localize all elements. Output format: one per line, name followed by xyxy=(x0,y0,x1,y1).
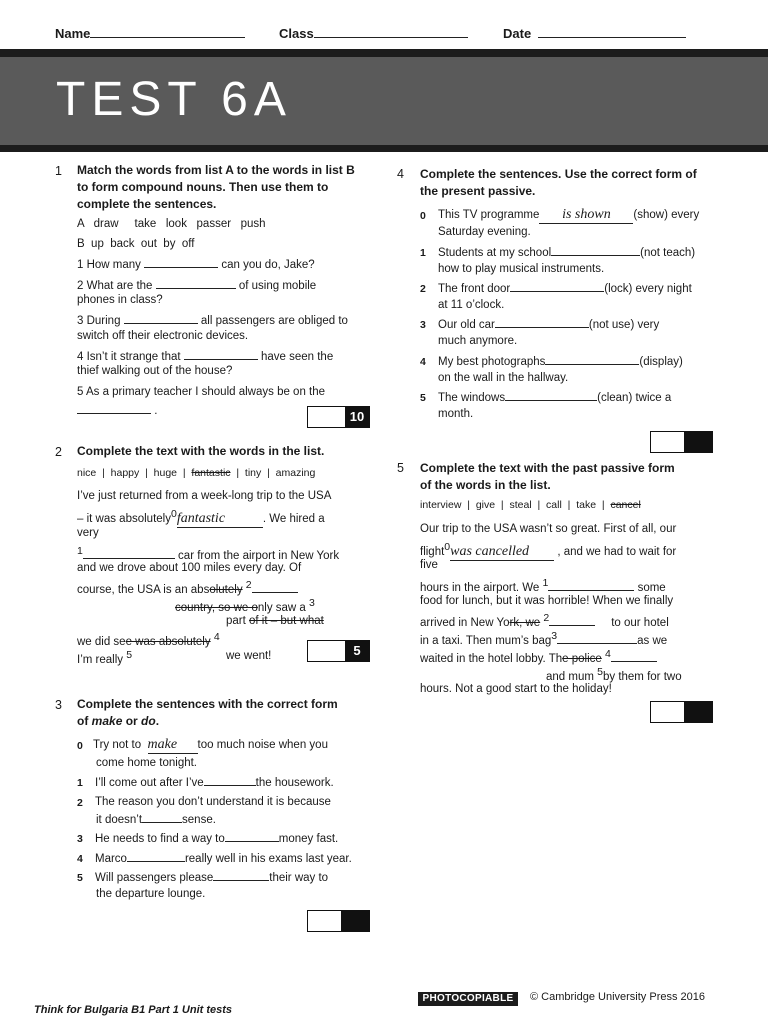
item-number: 1 xyxy=(420,247,426,259)
score-box xyxy=(307,406,370,428)
answer-blank[interactable]: fantastic xyxy=(177,511,263,528)
date-label: Date xyxy=(503,26,532,41)
list-item-cont: Saturday evening. xyxy=(438,226,531,238)
copyright: © Cambridge University Press 2016 xyxy=(530,991,706,1003)
list-item: Try not to make too much noise when you xyxy=(93,737,328,752)
list-item-cont: much anymore. xyxy=(438,335,518,347)
list-item: Will passengers please their way to xyxy=(95,869,328,886)
list-item: 1 How many can you do, Jake? xyxy=(77,256,315,273)
answer-blank[interactable] xyxy=(551,244,640,256)
list-item: I’ll come out after I’ve the housework. xyxy=(95,774,334,791)
list-item: Marco really well in his exams last year. xyxy=(95,850,352,867)
class-label: Class xyxy=(279,26,314,41)
answer-blank[interactable] xyxy=(505,389,597,401)
text-line: flight$^0$was cancelled , and we had to wait for xyxy=(420,541,677,559)
list-item-cont: how to play musical instruments. xyxy=(438,263,605,275)
score-box xyxy=(307,910,370,932)
answer-blank[interactable] xyxy=(144,256,218,268)
list-item-cont: . xyxy=(77,402,157,419)
answer-blank[interactable]: is shown xyxy=(539,207,633,224)
text-line: hours in the airport. We $^1$ some xyxy=(420,577,666,594)
score-value: 5 xyxy=(345,641,369,661)
list-item-cont: switch off their electronic devices. xyxy=(77,330,249,342)
answer-blank[interactable] xyxy=(548,579,634,591)
question-heading: Complete the text with the words in the list. xyxy=(77,444,325,458)
answer-blank[interactable] xyxy=(156,277,236,289)
item-number: 3 xyxy=(77,833,83,845)
text-line: and we drove about 100 miles every day. Of xyxy=(77,562,302,574)
list-item-cont: month. xyxy=(438,408,474,420)
list-item: The reason you don’t understand it is because xyxy=(95,796,331,808)
list-item: Students at my school (not teach) xyxy=(438,244,695,261)
list-item-cont: it doesn’t sense. xyxy=(96,811,216,828)
question-heading: Complete the sentences with the correct form of make or do. xyxy=(77,697,338,728)
list-item: Our old car (not use) very xyxy=(438,316,659,333)
answer-blank[interactable] xyxy=(510,280,604,292)
list-item-cont: thief walking out of the house? xyxy=(77,365,233,377)
text-line: waited in the hotel lobby. The police $^4$ xyxy=(420,646,657,667)
text-line: we went! xyxy=(226,650,272,662)
item-number: 5 xyxy=(77,872,83,884)
question-heading: Complete the sentences. Use the correct form of the present passive. xyxy=(420,167,697,198)
name-field[interactable] xyxy=(55,25,245,41)
answer-blank[interactable] xyxy=(611,650,657,662)
answer-blank[interactable] xyxy=(77,402,151,414)
text-line: hours. Not a good start to the holiday! xyxy=(420,683,612,695)
question-number: 5 xyxy=(397,461,404,475)
answer-blank[interactable] xyxy=(557,632,637,644)
list-item: The front door (lock) every night xyxy=(438,280,692,297)
answer-blank[interactable] xyxy=(225,830,279,842)
item-number: 2 xyxy=(77,797,83,809)
answer-blank[interactable] xyxy=(204,774,256,786)
item-number: 0 xyxy=(77,740,83,752)
list-b: B up back out by off xyxy=(77,238,195,250)
answer-blank[interactable] xyxy=(184,348,258,360)
item-number: 1 xyxy=(77,777,83,789)
text-line: part of it – but what xyxy=(226,615,324,627)
banner-top-stripe xyxy=(0,49,768,57)
list-item-cont: come home tonight. xyxy=(96,757,198,769)
text-line: I’ve just returned from a week-long trip to the USA xyxy=(77,490,332,502)
question-number: 2 xyxy=(55,445,62,459)
text-line: in a taxi. Then mum’s bag$^3$ as we xyxy=(420,630,668,647)
list-item: 2 What are the of using mobile xyxy=(77,277,316,294)
list-item: This TV programme is shown (show) every xyxy=(438,207,700,222)
text-line: Our trip to the USA wasn’t so great. First of all, our xyxy=(420,523,677,535)
word-list: interview | give | steal | call | take | cancel xyxy=(420,499,641,511)
item-number: 4 xyxy=(77,853,83,865)
answer-blank[interactable] xyxy=(545,353,639,365)
text-line: – it was absolutely$^0$fantastic . We hired a xyxy=(77,508,325,526)
answer-blank[interactable] xyxy=(127,850,185,862)
answer-blank[interactable]: make xyxy=(148,737,198,754)
photocopiable-badge: PHOTOCOPIABLE xyxy=(418,992,518,1006)
answer-blank[interactable] xyxy=(213,869,269,881)
list-item: My best photographs (display) xyxy=(438,353,683,370)
score-box xyxy=(650,431,713,453)
list-item-cont: the departure lounge. xyxy=(96,888,206,900)
item-number: 2 xyxy=(420,283,426,295)
banner-bottom-stripe xyxy=(0,145,768,152)
question-number: 1 xyxy=(55,164,62,178)
text-line: very xyxy=(77,527,99,539)
answer-blank[interactable] xyxy=(252,581,298,593)
answer-blank[interactable] xyxy=(124,312,198,324)
item-number: 4 xyxy=(420,356,426,368)
page-title: TEST 6A xyxy=(56,73,292,126)
item-number: 3 xyxy=(420,319,426,331)
list-item-cont: phones in class? xyxy=(77,294,163,306)
list-item-cont: at 11 o’clock. xyxy=(438,299,505,311)
score-fill xyxy=(684,702,712,722)
answer-blank[interactable] xyxy=(83,547,175,559)
score-box xyxy=(307,640,370,662)
text-line: arrived in New York, we $^2$ to our hotel xyxy=(420,612,669,629)
score-box xyxy=(650,701,713,723)
item-number: 5 xyxy=(420,392,426,404)
score-fill xyxy=(684,432,712,452)
text-line: five xyxy=(420,559,438,571)
list-item: 4 Isn’t it strange that have seen the xyxy=(77,348,333,365)
list-item: He needs to find a way to money fast. xyxy=(95,830,338,847)
text-line: and mum $^5$by them for two xyxy=(546,666,682,683)
list-item: 3 During all passengers are obliged to xyxy=(77,312,348,329)
answer-blank[interactable] xyxy=(495,316,589,328)
answer-blank[interactable] xyxy=(142,811,182,823)
score-fill xyxy=(341,911,369,931)
text-line: we did see was absolutely $^4$ xyxy=(77,631,220,648)
text-line: $^1$ car from the airport in New York xyxy=(77,545,340,562)
answer-blank[interactable]: was cancelled xyxy=(450,544,554,561)
name-label: Name xyxy=(55,26,91,41)
text-line: country, so we only saw a $^3$ xyxy=(175,597,315,614)
footer-course-title: Think for Bulgaria B1 Part 1 Unit tests xyxy=(34,1004,233,1016)
score-value: 10 xyxy=(345,407,369,427)
list-item: The windows (clean) twice a xyxy=(438,389,671,406)
list-item: 5 As a primary teacher I should always be on the xyxy=(77,386,326,398)
item-number: 0 xyxy=(420,210,426,222)
list-a: A draw take look passer push xyxy=(77,218,266,230)
question-heading: Match the words from list A to the words in list B to form compound nouns. Then use them to complete the sentences. xyxy=(77,163,355,211)
class-field[interactable] xyxy=(279,25,468,41)
word-list: nice | happy | huge | fantastic | tiny | amazing xyxy=(77,467,316,479)
text-line: course, the USA is an absolutely $^2$ xyxy=(77,577,298,598)
answer-blank[interactable] xyxy=(549,614,595,626)
question-heading: Complete the text with the past passive form of the words in the list. xyxy=(420,461,675,492)
date-field[interactable] xyxy=(503,25,686,41)
text-line: I’m really $^5$ xyxy=(77,649,133,666)
list-item-cont: on the wall in the hallway. xyxy=(438,372,569,384)
question-number: 4 xyxy=(397,167,404,181)
question-number: 3 xyxy=(55,698,62,712)
text-line: food for lunch, but it was horrible! When we finally xyxy=(420,595,674,607)
